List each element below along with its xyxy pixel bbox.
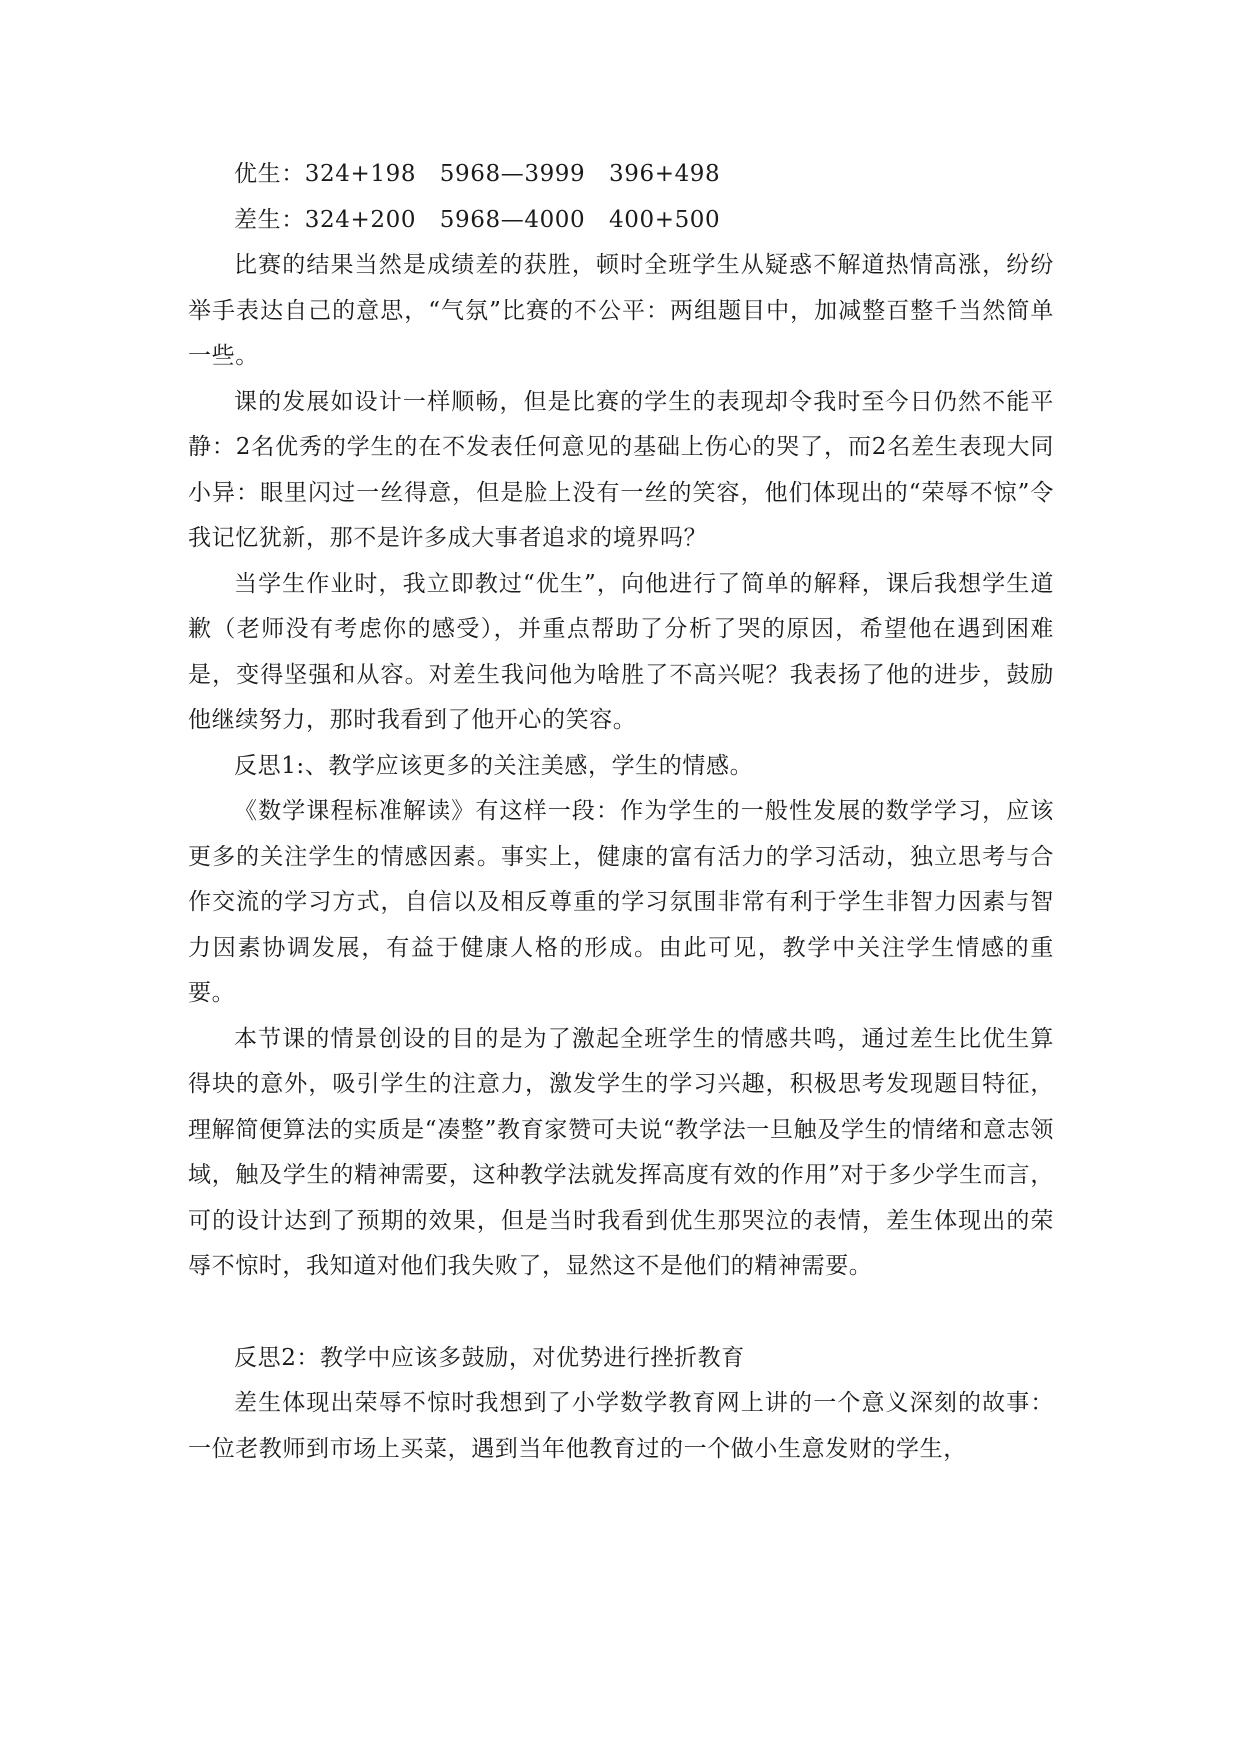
paragraph-story-intro: 差生体现出荣辱不惊时我想到了小学数学教育网上讲的一个意义深刻的故事：一位老教师到市场上买菜，遇到当年他教育过的一个做小生意发财的学生， (188, 1390, 1054, 1462)
document-body (188, 152, 1054, 1472)
paragraph-teacher-response: 当学生作业时，我立即教过“优生”，向他进行了简单的解释，课后我想学生道歉（老师没有考虑你的感受），并重点帮助了分析了哭的原因，希望他在遇到困难是，变得坚强和从容。对差生我问他为啥胜了不高兴呢？我表扬了他的进步，鼓励他继续努力，那时我看到了他开心的笑容。 (188, 570, 1054, 733)
score-line-top-students: 优生：324+198 5968—3999 396+498 (234, 161, 721, 187)
paragraph-competition-result: 比赛的结果当然是成绩差的获胜，顿时全班学生从疑惑不解道热情高涨，纷纷举手表达自己的意思，“气氛”比赛的不公平：两组题目中，加减整百整千当然简单一些。 (188, 252, 1054, 369)
score-line-weak-students: 差生：324+200 5968—4000 400+500 (234, 206, 721, 233)
paragraph-scenario-purpose: 本节课的情景创设的目的是为了激起全班学生的情感共鸣，通过差生比优生算得块的意外，吸引学生的注意力，激发学生的学习兴趣，积极思考发现题目特征，理解简便算法的实质是“凑整”教育家赞可夫说“教学法一旦触及学生的情绪和意志领域，触及学生的精神需要，这种教学法就发挥高度有效的作用”对于多少学生而言，可的设计达到了预期的效果，但是当时我看到优生那哭泣的表情，差生体现出的荣辱不惊时，我知道对他们我失败了，显然这不是他们的精神需要。 (188, 1025, 1054, 1279)
reflection-1-heading: 反思1:、教学应该更多的关注美感，学生的情感。 (234, 752, 754, 779)
reflection-2-heading: 反思2：教学中应该多鼓励，对优势进行挫折教育 (234, 1344, 745, 1371)
paragraph-gap (188, 1290, 1054, 1336)
paragraph-student-reactions: 课的发展如设计一样顺畅，但是比赛的学生的表现却令我时至今日仍然不能平静：2名优秀的学生的在不发表任何意见的基础上伤心的哭了，而2名差生表现大同小异：眼里闪过一丝得意，但是脸上没有一丝的笑容，他们体现出的“荣辱不惊”令我记忆犹新，那不是许多成大事者追求的境界吗？ (188, 388, 1054, 551)
paragraph-curriculum-standard: 《数学课程标准解读》有这样一段：作为学生的一般性发展的数学学习，应该更多的关注学生的情感因素。事实上，健康的富有活力的学习活动，独立思考与合作交流的学习方式，自信以及相反尊重的学习氛围非常有利于学生非智力因素与智力因素协调发展，有益于健康人格的形成。由此可见，教学中关注学生情感的重要。 (188, 798, 1054, 1006)
